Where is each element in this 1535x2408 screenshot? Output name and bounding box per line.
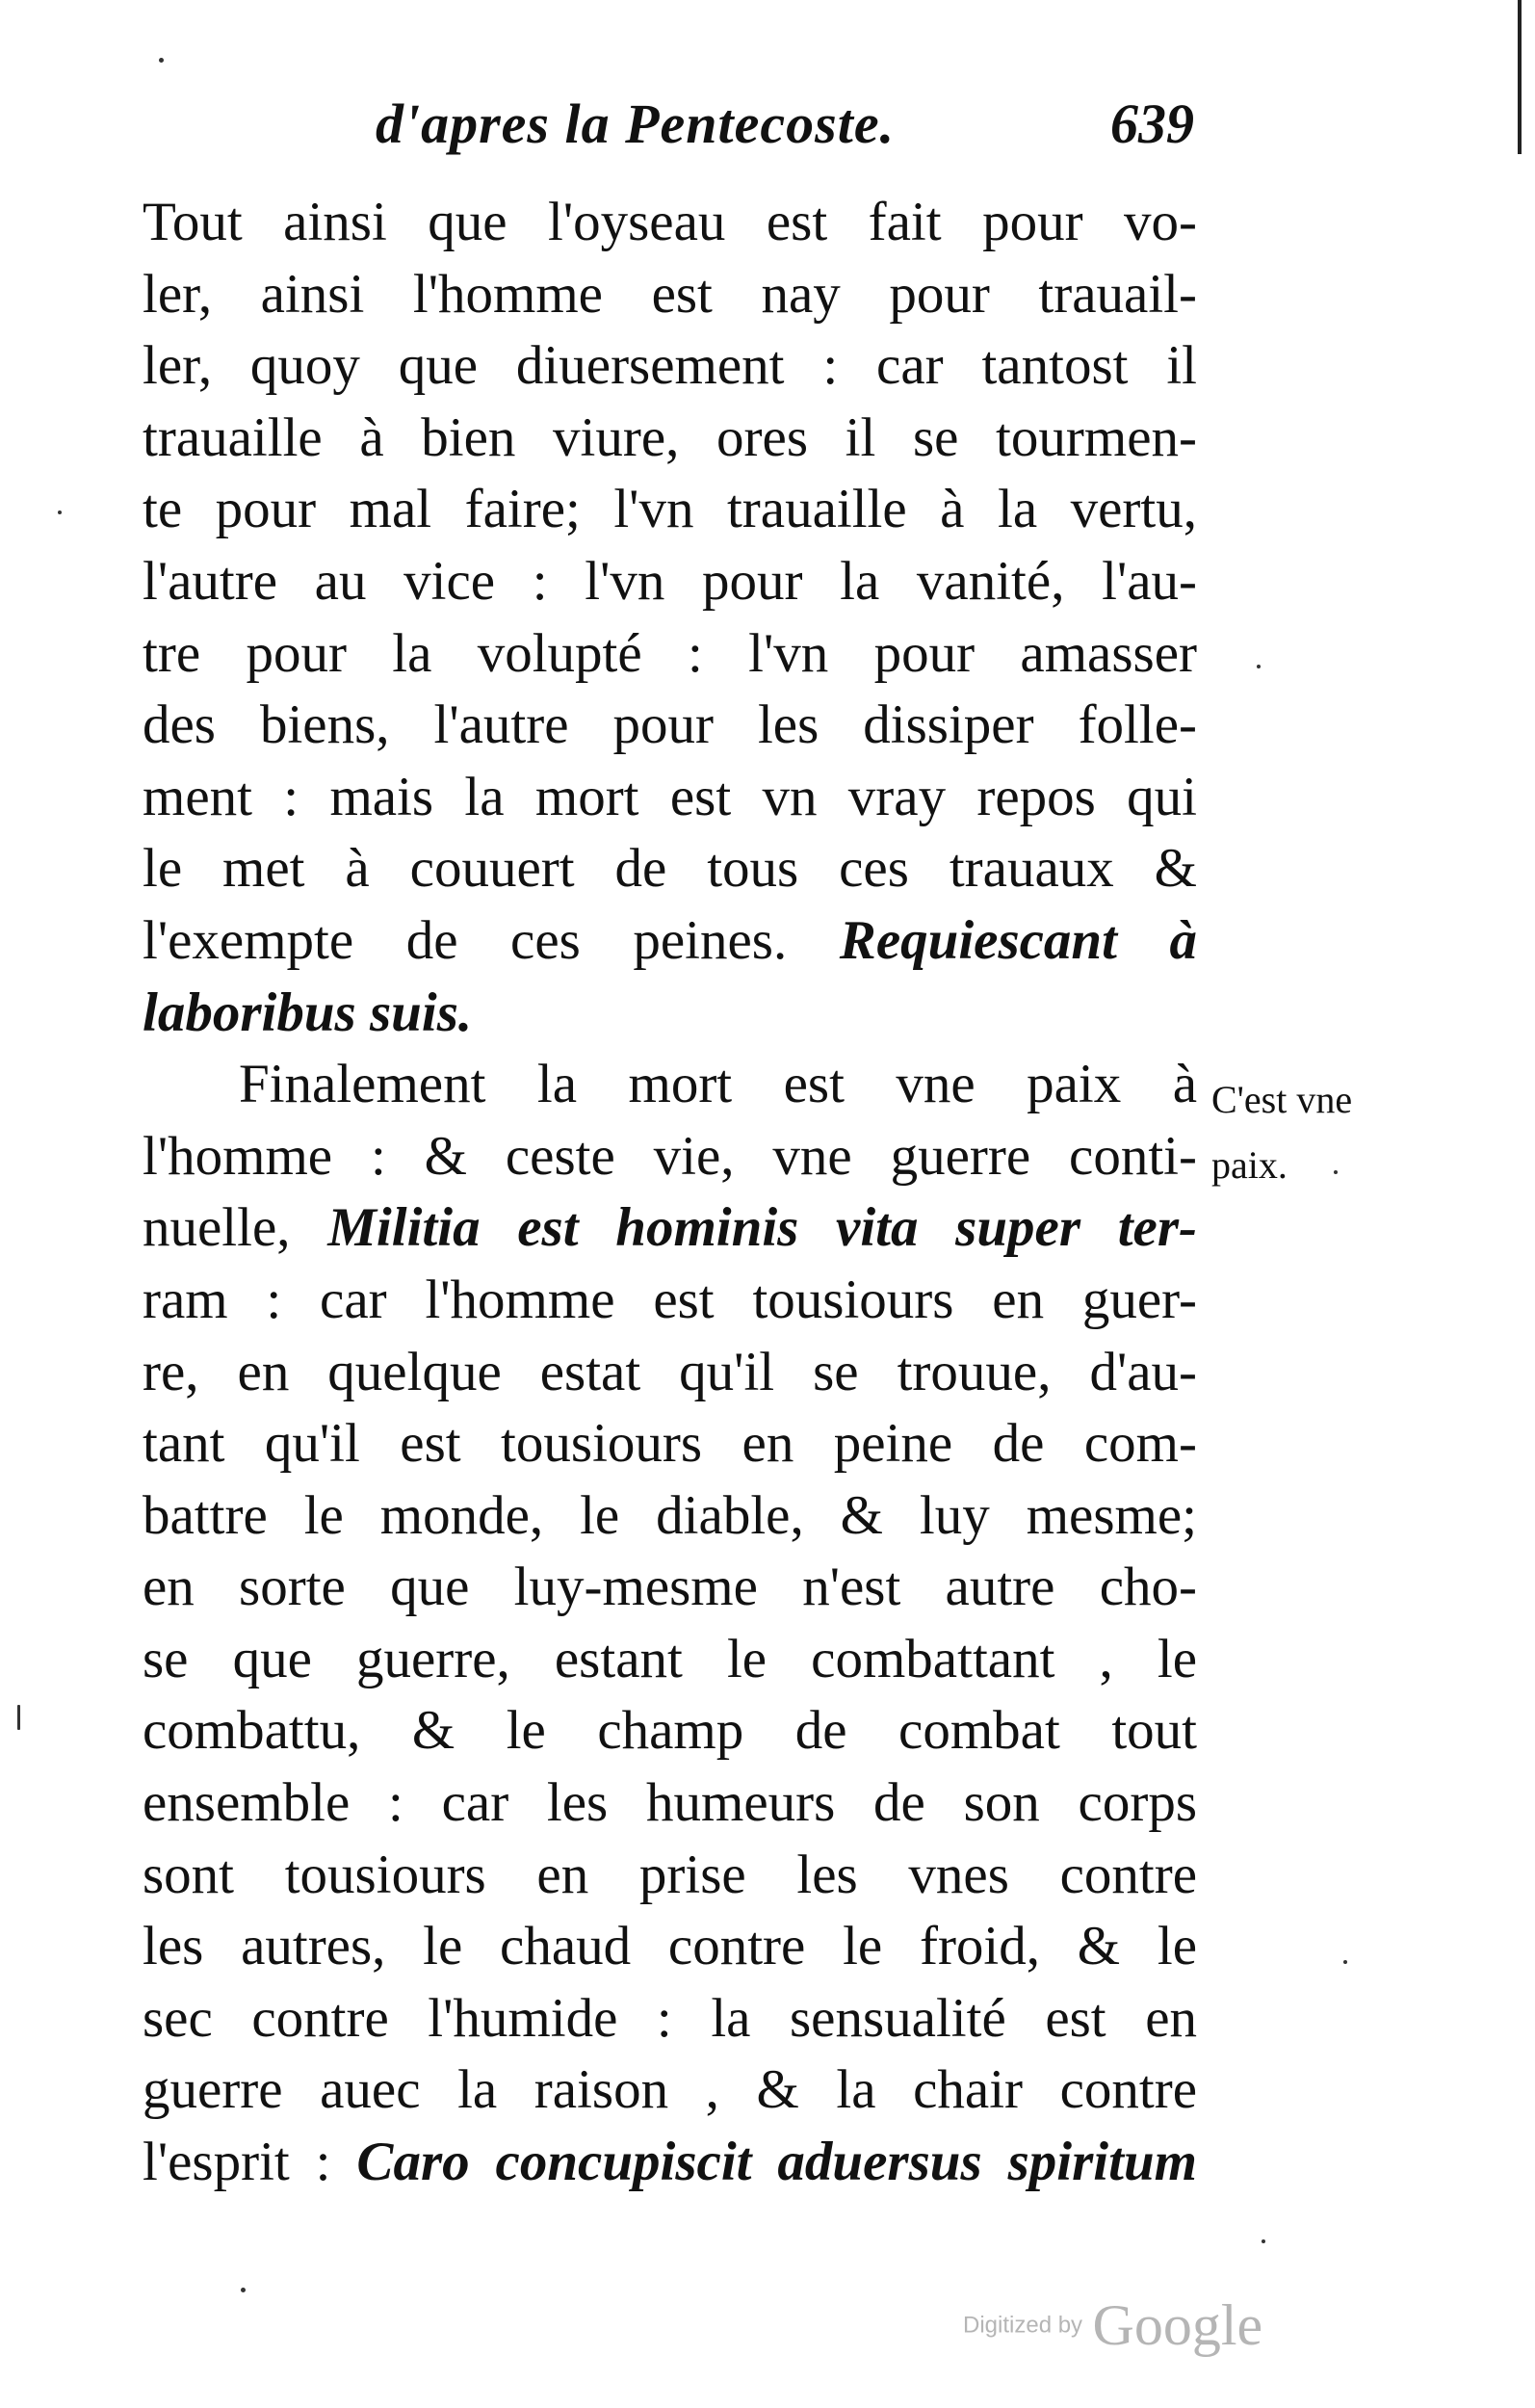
text-line: l'homme : & ceste vie, vne guerre conti- bbox=[143, 1125, 1197, 1187]
margin-note bbox=[1211, 1067, 1352, 1198]
text-line-with-latin bbox=[143, 905, 1197, 978]
latin-quote: Requiescant à bbox=[839, 909, 1197, 971]
text-line: ler, ainsi l'homme est nay pour trauail- bbox=[143, 263, 1197, 325]
text-segment: l'exempte de ces peines. bbox=[143, 909, 788, 971]
ink-speck bbox=[241, 2288, 246, 2292]
text-line: te pour mal faire; l'vn trauaille à la vertu, bbox=[143, 479, 1197, 540]
text-line: Tout ainsi que l'oyseau est fait pour vo- bbox=[143, 192, 1197, 252]
ink-speck bbox=[1334, 1170, 1338, 1174]
ink-speck bbox=[58, 510, 62, 514]
body-text bbox=[143, 187, 1197, 2199]
text-line: battre le monde, le diable, & luy mesme; bbox=[143, 1484, 1197, 1546]
text-line: le met à couuert de tous ces trauaux & bbox=[143, 838, 1197, 900]
ink-speck bbox=[17, 1705, 20, 1730]
text-line: des biens, l'autre pour les dissiper folle- bbox=[143, 694, 1197, 756]
page-edge-line bbox=[1518, 0, 1522, 154]
text-line: guerre auec la raison , & la chair contre bbox=[143, 2059, 1197, 2121]
ink-speck bbox=[1343, 1960, 1347, 1964]
text-line: trauaille à bien viure, ores il se tourmen- bbox=[143, 406, 1197, 468]
text-line: tant qu'il est tousiours en peine de com- bbox=[143, 1413, 1197, 1475]
text-line: re, en quelque estat qu'il se trouue, d'au- bbox=[143, 1341, 1197, 1402]
page-number: 639 bbox=[1110, 92, 1194, 155]
ink-speck bbox=[1262, 2239, 1265, 2243]
margin-note-line: paix. bbox=[1211, 1143, 1288, 1187]
text-line: ram : car l'homme est tousiours en guer- bbox=[143, 1269, 1197, 1330]
text-line: l'autre au vice : l'vn pour la vanité, l'au- bbox=[143, 550, 1197, 612]
text-line: ment : mais la mort est vn vray repos qui bbox=[143, 766, 1197, 827]
watermark-brand: Google bbox=[1092, 2293, 1263, 2357]
text-line bbox=[143, 978, 1197, 1050]
text-line: sont tousiours en prise les vnes contre bbox=[143, 1844, 1197, 1905]
text-line: sec contre l'humide : la sensualité est en bbox=[143, 1987, 1197, 2049]
text-segment: l'esprit : bbox=[143, 2132, 331, 2193]
latin-quote: Militia est hominis vita super ter- bbox=[327, 1197, 1197, 1259]
text-line: combattu, & le champ de combat tout bbox=[143, 1700, 1197, 1762]
text-line: tre pour la volupté : l'vn pour amasser bbox=[143, 622, 1197, 684]
text-line: ler, quoy que diuersement : car tantost il bbox=[143, 335, 1197, 397]
text-line: ensemble : car les humeurs de son corps bbox=[143, 1772, 1197, 1834]
watermark bbox=[963, 2292, 1262, 2359]
ink-speck bbox=[1257, 665, 1261, 668]
watermark-digitized-label: Digitized by bbox=[963, 2312, 1083, 2339]
text-line: Finalement la mort est vne paix à bbox=[239, 1054, 1197, 1115]
text-line-with-latin bbox=[143, 1192, 1197, 1265]
text-line: se que guerre, estant le combattant , le bbox=[143, 1628, 1197, 1689]
ink-speck bbox=[159, 58, 164, 63]
text-line: en sorte que luy-mesme n'est autre cho- bbox=[143, 1557, 1197, 1618]
latin-quote: Caro concupiscit aduersus spiritum bbox=[356, 2132, 1197, 2193]
text-line: les autres, le chaud contre le froid, & le bbox=[143, 1916, 1197, 1977]
margin-note-line: C'est vne bbox=[1211, 1078, 1353, 1121]
text-line-with-latin bbox=[143, 2127, 1197, 2199]
running-title: d'apres la Pentecoste. bbox=[376, 92, 896, 155]
text-segment: nuelle, bbox=[143, 1197, 291, 1259]
page-header bbox=[376, 92, 1213, 169]
latin-quote: laboribus suis. bbox=[143, 982, 473, 1043]
